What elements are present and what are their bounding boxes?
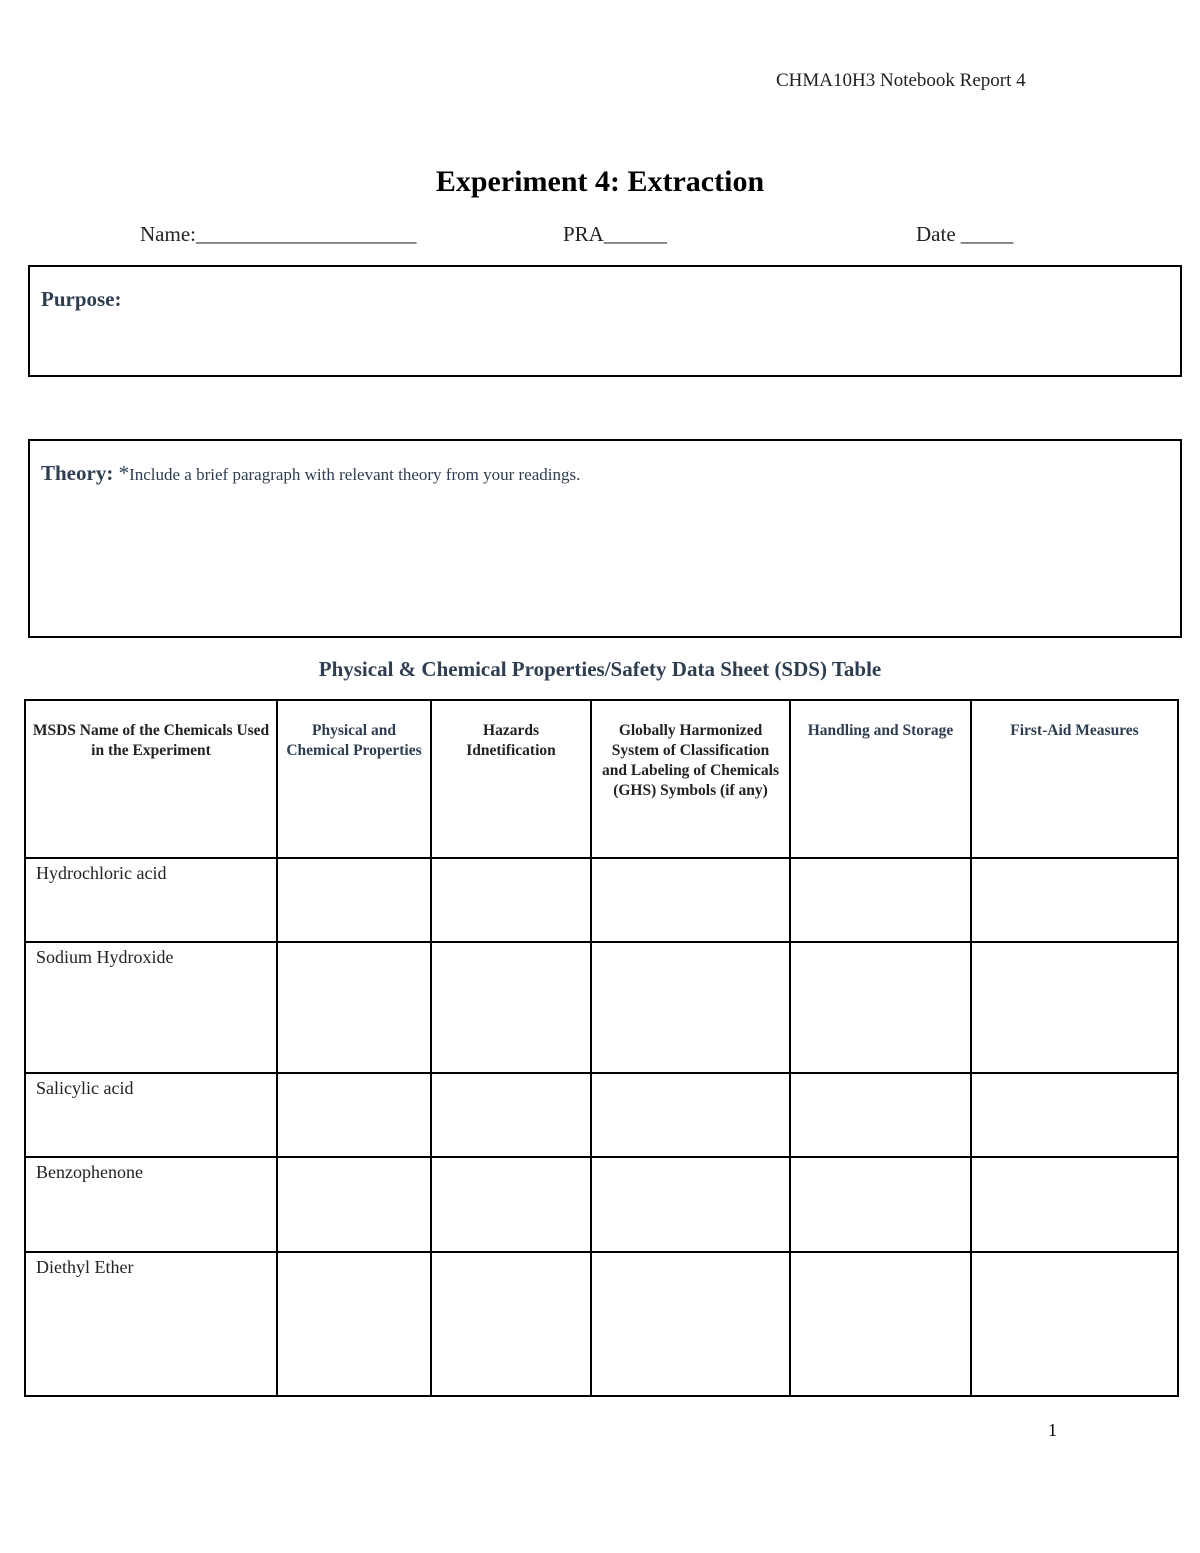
- col-header-first-aid: First-Aid Measures: [971, 700, 1178, 858]
- table-cell[interactable]: [277, 942, 431, 1073]
- table-cell[interactable]: [971, 1157, 1178, 1252]
- course-header: CHMA10H3 Notebook Report 4: [776, 70, 1026, 91]
- table-cell[interactable]: [277, 1073, 431, 1157]
- sds-table-title: Physical & Chemical Properties/Safety Data Sheet (SDS) Table: [318, 657, 882, 681]
- table-row: [25, 858, 1178, 942]
- student-info-row: [0, 222, 1200, 252]
- table-header-row: [25, 700, 1178, 858]
- table-row: [25, 1252, 1178, 1396]
- table-cell[interactable]: [431, 1252, 591, 1396]
- table-cell[interactable]: [277, 1157, 431, 1252]
- theory-heading: [41, 461, 580, 486]
- theory-label: Theory:: [41, 461, 114, 485]
- table-cell[interactable]: [591, 858, 790, 942]
- table-cell[interactable]: [431, 1073, 591, 1157]
- table-cell[interactable]: [591, 1157, 790, 1252]
- table-cell[interactable]: [971, 1252, 1178, 1396]
- table-cell[interactable]: [971, 1073, 1178, 1157]
- table-cell[interactable]: [790, 1157, 971, 1252]
- col-header-handling-storage: Handling and Storage: [790, 700, 971, 858]
- table-cell[interactable]: [591, 1073, 790, 1157]
- table-row: [25, 1157, 1178, 1252]
- pra-field[interactable]: PRA______: [563, 222, 667, 246]
- table-cell[interactable]: [790, 942, 971, 1073]
- date-field[interactable]: Date _____: [916, 222, 1014, 246]
- chemical-name-cell: Benzophenone: [25, 1157, 277, 1252]
- theory-note-text: Include a brief paragraph with relevant theory from your readings.: [129, 465, 581, 484]
- chemical-name-cell: Salicylic acid: [25, 1073, 277, 1157]
- chemical-name-cell: Sodium Hydroxide: [25, 942, 277, 1073]
- name-field[interactable]: Name:_____________________: [140, 222, 417, 246]
- sds-table: [24, 699, 1179, 1397]
- table-cell[interactable]: [431, 858, 591, 942]
- chemical-name-cell: Hydrochloric acid: [25, 858, 277, 942]
- theory-box[interactable]: [28, 439, 1182, 638]
- col-header-hazards-identification: Hazards Idnetification: [431, 700, 591, 858]
- table-cell[interactable]: [591, 942, 790, 1073]
- purpose-box[interactable]: [28, 265, 1182, 377]
- table-cell[interactable]: [790, 1252, 971, 1396]
- table-cell[interactable]: [971, 858, 1178, 942]
- table-cell[interactable]: [277, 858, 431, 942]
- table-cell[interactable]: [277, 1252, 431, 1396]
- asterisk: *: [118, 461, 130, 485]
- chemical-name-cell: Diethyl Ether: [25, 1252, 277, 1396]
- table-row: [25, 942, 1178, 1073]
- col-header-chemical-name: MSDS Name of the Chemicals Used in the Experiment: [25, 700, 277, 858]
- table-cell[interactable]: [431, 1157, 591, 1252]
- theory-note: [118, 461, 581, 485]
- page-title: Experiment 4: Extraction: [435, 165, 765, 198]
- col-header-physical-chemical-properties: Physical and Chemical Properties: [277, 700, 431, 858]
- table-cell[interactable]: [790, 858, 971, 942]
- table-cell[interactable]: [790, 1073, 971, 1157]
- purpose-label: Purpose:: [41, 287, 122, 311]
- table-cell[interactable]: [431, 942, 591, 1073]
- table-row: [25, 1073, 1178, 1157]
- page-number: 1: [1048, 1420, 1057, 1440]
- table-cell[interactable]: [591, 1252, 790, 1396]
- col-header-ghs-symbols: Globally Harmonized System of Classification and Labeling of Chemicals (GHS) Symbols (if any): [591, 700, 790, 858]
- table-cell[interactable]: [971, 942, 1178, 1073]
